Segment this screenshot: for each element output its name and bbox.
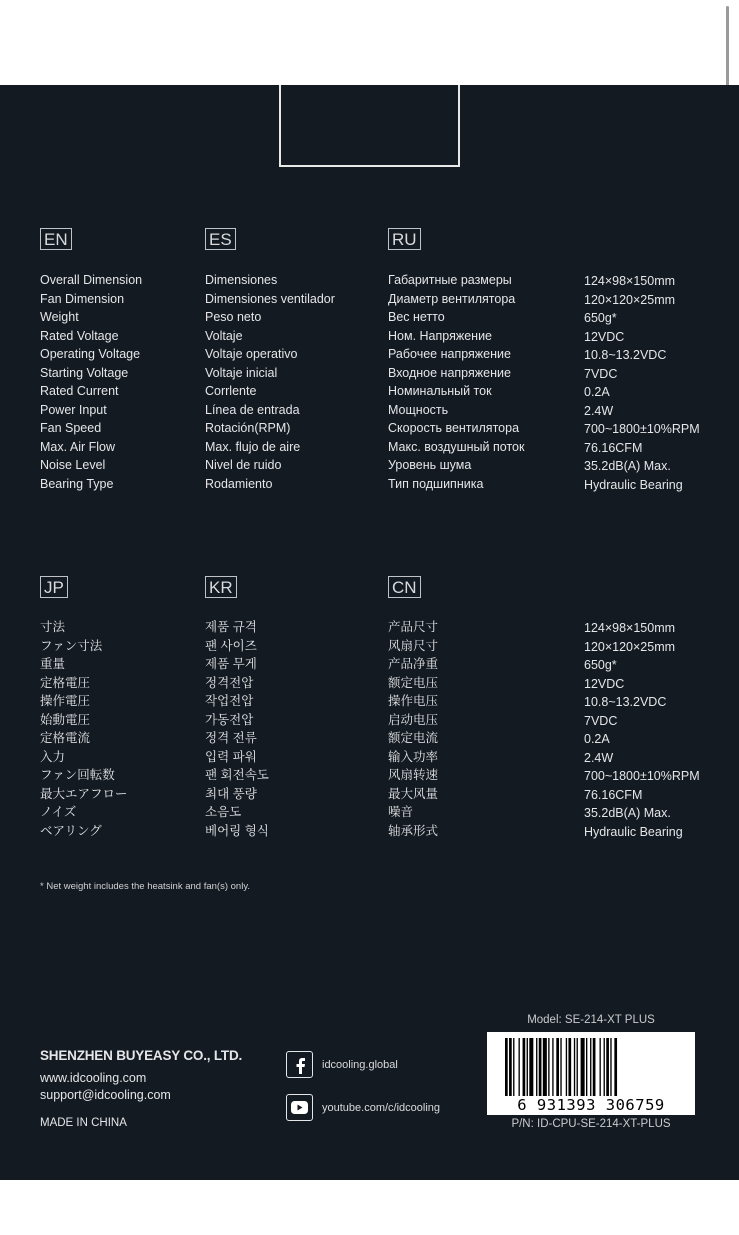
model-label: Model: SE-214-XT PLUS [527,1014,655,1026]
barcode-bar [543,1038,547,1096]
barcode-bar [539,1038,542,1096]
spec-label: 重量 [40,657,66,671]
spec-value: 7VDC [584,366,618,381]
barcode-bar [513,1038,514,1096]
spec-label: Línea de entrada [205,402,300,417]
spec-value: 12VDC [584,676,625,691]
facebook-icon [286,1051,313,1078]
spec-label: ファン回転数 [40,768,115,782]
spec-label: Тип подшипника [388,476,484,491]
spec-label: Power Input [40,402,107,417]
lang-label-jp: JP [40,576,68,598]
barcode-bar [590,1038,591,1096]
spec-label: 操作電圧 [40,694,91,708]
spec-labels-jp [40,618,128,840]
spec-label: Voltaje [205,328,243,343]
spec-value: 2.4W [584,750,614,765]
part-number: P/N: ID-CPU-SE-214-XT-PLUS [511,1118,671,1130]
spec-labels-cn [388,618,438,840]
spec-label: Диаметр вентилятора [388,291,516,306]
spec-label: 入力 [40,749,66,764]
spec-label: 启动电压 [388,712,439,727]
barcode-bar [552,1038,553,1096]
spec-label: Rotación(RPM) [205,421,291,435]
made-in-label: MADE IN CHINA [40,1117,127,1129]
spec-label: 操作电压 [388,694,439,708]
spec-label: Вес нетто [388,310,445,324]
spec-label: Номинальный ток [388,384,492,398]
company-website: www.idcooling.com [40,1071,147,1085]
spec-values-bottom [584,619,700,841]
company-name: SHENZHEN BUYEASY CO., LTD. [40,1048,243,1063]
company-email: support@idcooling.com [40,1088,171,1102]
barcode-bar [568,1038,571,1096]
spec-label: 额定电压 [388,675,439,690]
spec-label: Operating Voltage [40,347,141,361]
spec-label: 제품 규격 [205,620,257,634]
spec-label: Overall Dimension [40,273,143,287]
spec-labels-kr [205,618,269,840]
spec-value: 0.2A [584,732,610,746]
spec-value: 76.16CFM [584,787,643,802]
spec-value: 700~1800±10%RPM [584,422,700,436]
spec-label: 제품 무게 [205,657,257,671]
spec-label: Peso neto [205,310,262,324]
spec-value: 10.8~13.2VDC [584,348,667,362]
spec-label: 定格電圧 [40,675,91,690]
facebook-link [286,1051,398,1078]
spec-label: Ном. Напряжение [388,328,492,343]
youtube-link [286,1094,440,1121]
lang-label-en: EN [40,228,72,250]
spec-labels-ru [388,271,524,493]
barcode-bar [505,1038,508,1096]
barcode-bar [593,1038,596,1096]
spec-label: ベアリング [40,823,102,838]
spec-value: 124×98×150mm [584,621,676,635]
barcode-bar [574,1038,575,1096]
barcode-bar [560,1038,561,1096]
barcode-bar [523,1038,526,1096]
spec-label: Уровень шума [388,458,472,472]
spec-value: Hydraulic Bearing [584,477,683,492]
spec-label: Noise Level [40,458,106,472]
spec-label: Max. Air Flow [40,439,116,454]
spec-label: Входное напряжение [388,365,511,380]
lang-label-ru: RU [388,228,421,250]
spec-label: 定格電流 [40,731,91,745]
spec-label: Рабочее напряжение [388,347,511,361]
spec-label: Fan Speed [40,421,102,435]
barcode-bar [556,1038,559,1096]
spec-label: 产品净重 [388,657,439,671]
spec-label: Rated Current [40,384,119,398]
barcode-bar [610,1038,611,1096]
spec-value: 650g* [584,311,617,325]
spec-label: 최대 풍량 [205,786,257,801]
spec-label: Starting Voltage [40,365,129,380]
spec-label: 风扇转速 [388,768,439,782]
spec-label: 팬 사이즈 [205,638,257,653]
spec-value: 120×120×25mm [584,639,676,654]
spec-value: 7VDC [584,713,618,728]
spec-value: 35.2dB(A) Max. [584,806,671,820]
spec-label: Мощность [388,402,449,417]
spec-label: Скорость вентилятора [388,421,520,435]
barcode-bar [614,1038,617,1096]
spec-value: 700~1800±10%RPM [584,769,700,783]
spec-label: 정격 전류 [205,731,257,745]
lang-label-cn: CN [388,576,421,598]
youtube-url: youtube.com/c/idcooling [322,1101,441,1114]
facebook-handle: idcooling.global [322,1058,398,1071]
spec-value: 2.4W [584,403,614,418]
spec-value: 650g* [584,658,617,672]
barcode-bar [586,1038,587,1096]
barcode-bar [600,1038,601,1096]
spec-label: 정격전압 [205,675,254,690]
spec-label: 输入功率 [388,749,439,764]
spec-label: ノイズ [40,805,77,819]
spec-label: Nivel de ruido [205,458,282,472]
spec-label: Fan Dimension [40,291,125,306]
spec-value: 12VDC [584,329,625,344]
spec-label: 轴承形式 [388,823,439,838]
spec-label: Rated Voltage [40,328,119,343]
barcode [487,1032,695,1115]
spec-label: 噪音 [388,805,414,819]
spec-label: 始動電圧 [40,712,91,727]
barcode-bar [548,1038,549,1096]
spec-label: 额定电流 [388,731,439,745]
spec-label: Voltaje inicial [205,365,278,380]
spec-value: 0.2A [584,385,610,399]
spec-values-top [584,272,700,494]
spec-labels-en [40,271,142,493]
spec-label: 가동전압 [205,712,254,727]
barcode-bar [519,1038,520,1096]
spec-label: Dimensiones [205,273,278,287]
spec-label: 寸法 [40,620,66,634]
spec-value: 124×98×150mm [584,274,676,288]
barcode-number: 6 931393 306759 [517,1096,665,1114]
spec-value: 35.2dB(A) Max. [584,459,671,473]
spec-label: 작업전압 [205,694,254,708]
barcode-bar [527,1038,528,1096]
spec-label: Макс. воздушный поток [388,439,525,454]
weight-footnote: * Net weight includes the heatsink and fan(s) only. [40,881,250,892]
barcode-bar [529,1038,533,1096]
youtube-icon [286,1094,313,1121]
spec-label: 팬 회전속도 [205,768,269,782]
spec-labels-es [205,271,335,493]
barcode-bar [509,1038,512,1096]
spec-label: Rodamiento [205,476,273,491]
spec-label: Dimensiones ventilador [205,291,335,306]
scroll-indicator[interactable] [726,6,729,86]
spec-label: 소음도 [205,805,242,819]
spec-label: ファン寸法 [40,638,103,653]
barcode-bar [581,1038,585,1096]
spec-label: Corrlente [205,384,257,398]
spec-sheet-panel [0,85,739,1180]
spec-value: 120×120×25mm [584,292,676,307]
spec-label: 입력 파워 [205,749,257,764]
spec-label: 产品尺寸 [388,620,439,634]
spec-label: 最大エアフロー [40,786,128,801]
spec-value: 10.8~13.2VDC [584,695,667,709]
barcode-bar [606,1038,609,1096]
spec-value: Hydraulic Bearing [584,824,683,839]
spec-label: Max. flujo de aire [205,439,301,454]
spec-value: 76.16CFM [584,440,643,455]
spec-label: Габаритные размеры [388,273,512,287]
spec-label: Bearing Type [40,476,114,491]
spec-label: Weight [40,310,79,324]
spec-label: 最大风量 [388,786,439,801]
lang-label-es: ES [205,228,236,250]
barcode-bar [536,1038,537,1096]
barcode-bar [604,1038,605,1096]
product-outline-frame [279,85,460,167]
lang-label-kr: KR [205,576,237,598]
spec-label: 风扇尺寸 [388,638,439,653]
spec-label: Voltaje operativo [205,347,298,361]
barcode-bar [566,1038,567,1096]
spec-label: 베어링 형식 [205,823,269,838]
barcode-bar [577,1038,578,1096]
company-info [40,1048,242,1129]
